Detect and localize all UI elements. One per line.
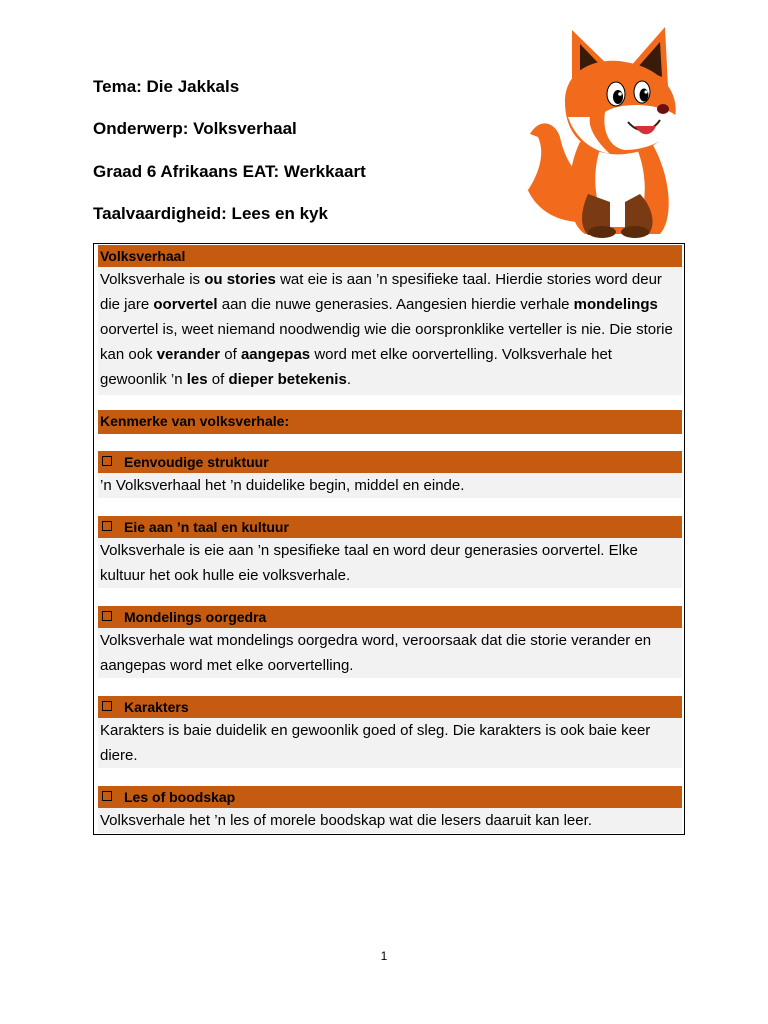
section-header-label: Eenvoudige struktuur <box>124 454 269 470</box>
intro-text-segment: . <box>346 371 351 388</box>
checkbox-square-icon <box>102 701 112 711</box>
intro-bold-term: dieper betekenis <box>228 371 347 388</box>
intro-bold-term: oorvertel <box>153 296 218 313</box>
checkbox-square-icon <box>102 521 112 531</box>
page-number: 1 <box>380 949 388 963</box>
section-header-karakters <box>98 696 682 718</box>
fox-illustration <box>510 22 685 244</box>
intro-paragraph <box>98 267 682 395</box>
content-table <box>93 243 685 835</box>
intro-text-segment: of <box>207 371 229 388</box>
heading-graad: Graad 6 Afrikaans EAT: Werkkaart <box>93 162 366 181</box>
intro-text-segment: wat eie is aan ’n spesifieke taal. Hierdie stories word deur die jare <box>100 271 662 313</box>
checkbox-square-icon <box>102 791 112 801</box>
intro-bold-term: mondelings <box>573 296 658 313</box>
section-text-karakters: Karakters is baie duidelik en gewoonlik goed of sleg. Die karakters is ook baie keer diere. <box>98 718 682 768</box>
kenmerke-title: Kenmerke van volksverhale: <box>98 410 682 434</box>
section-text-taal-kultuur: Volksverhale is eie aan ’n spesifieke taal en word deur generasies oorvertel. Elke kultuur het ook hulle eie volksverhale. <box>98 538 682 588</box>
intro-bold-term: les <box>186 371 208 388</box>
section-header-struktuur <box>98 451 682 473</box>
intro-text-segment: of <box>220 346 241 363</box>
checkbox-square-icon <box>102 456 112 466</box>
section-header-label: Eie aan ’n taal en kultuur <box>124 519 289 535</box>
intro-text-segment: Volksverhale is <box>100 271 205 288</box>
section-header-label: Mondelings oorgedra <box>124 609 267 625</box>
checkbox-square-icon <box>102 611 112 621</box>
heading-tema: Tema: Die Jakkals <box>93 77 240 96</box>
section-title-volksverhaal: Volksverhaal <box>98 245 682 267</box>
section-header-label: Les of boodskap <box>124 789 236 805</box>
section-text-mondelings: Volksverhale wat mondelings oorgedra word, veroorsaak dat die storie verander en aangepas word met elke oorvertelling. <box>98 628 682 678</box>
intro-bold-term: verander <box>156 346 221 363</box>
section-header-les <box>98 786 682 808</box>
section-text-les: Volksverhale het ’n les of morele boodskap wat die lesers daaruit kan leer. <box>98 808 682 833</box>
heading-taalvaardigheid: Taalvaardigheid: Lees en kyk <box>93 204 328 223</box>
intro-text-segment: oorvertel is, weet niemand noodwendig wie die oorspronklike verteller is nie. Die storie kan ook <box>100 321 673 363</box>
section-text-struktuur: ’n Volksverhaal het ’n duidelike begin, middel en einde. <box>98 473 682 498</box>
section-header-mondelings <box>98 606 682 628</box>
intro-bold-term: aangepas <box>240 346 311 363</box>
intro-bold-term: ou stories <box>204 271 276 288</box>
section-header-label: Karakters <box>124 699 189 715</box>
section-header-taal-kultuur <box>98 516 682 538</box>
intro-text-segment: aan die nuwe generasies. Aangesien hierdie verhale <box>217 296 574 313</box>
intro-text-segment: word met elke oorvertelling. Volksverhale het gewoonlik ’n <box>100 346 612 388</box>
heading-onderwerp: Onderwerp: Volksverhaal <box>93 119 297 138</box>
